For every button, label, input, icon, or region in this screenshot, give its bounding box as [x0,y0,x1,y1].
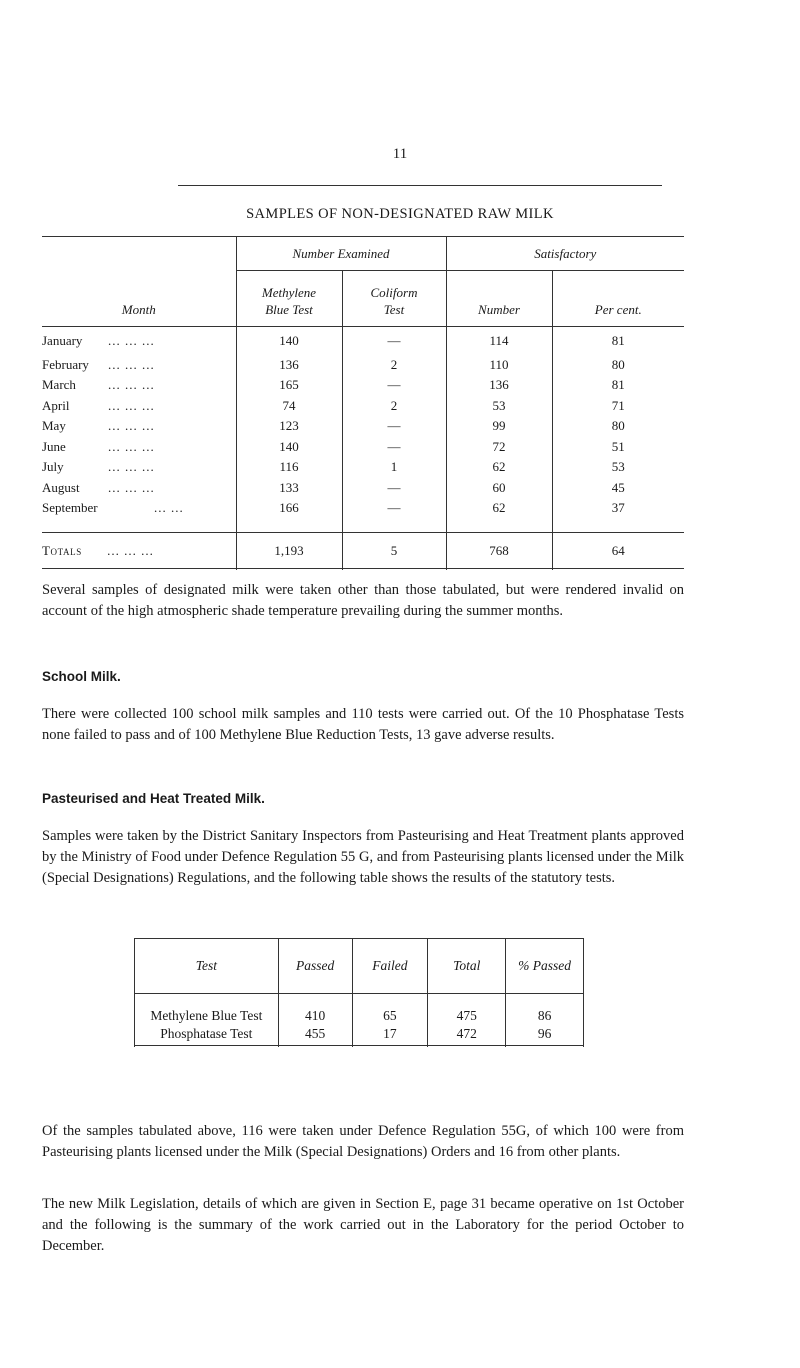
pct-cell: 96 [506,1024,584,1046]
month-label: June [42,438,66,454]
pct-cell: 86 [506,994,584,1024]
table-row [42,437,684,458]
methylene-header [236,271,342,327]
methylene-cell: 136 [236,355,342,376]
leader-dots: ... ... ... [108,459,155,475]
legislation-paragraph: The new Milk Legislation, details of which are given in Section E, page 31 became operative on 1st October and the following is the summary of the work carried out in the Laboratory for the period October to December. [42,1196,684,1254]
test-cell: Methylene Blue Test [135,994,279,1024]
methylene-cell: 165 [236,375,342,396]
failed-cell: 17 [352,1024,428,1046]
number-cell: 53 [446,396,552,417]
number-cell: 136 [446,375,552,396]
raw-milk-table [42,236,684,570]
table-row [42,416,684,437]
coliform-cell: — [342,416,446,437]
number-cell: 62 [446,498,552,519]
pasteurised-heading: Pasteurised and Heat Treated Milk. [42,791,265,806]
coliform-cell: — [342,375,446,396]
percent-cell: 45 [552,478,684,499]
statutory-tests-table [134,938,584,1047]
school-milk-paragraph: There were collected 100 school milk samples and 110 tests were carried out. Of the 10 Phosphatase Tests none failed to pass and of 100 Methylene Blue Reduction Tests, 13 gave adverse results. [42,706,684,743]
table-row [42,396,684,417]
month-label: September [42,500,98,516]
designated-milk-paragraph: Several samples of designated milk were taken other than those tabulated, but were rendered invalid on account of the high atmospheric shade temperature prevailing during the summer months. [42,582,684,619]
leader-dots: ... ... ... [108,397,155,413]
total-header: Total [428,939,506,994]
methylene-cell: 74 [236,396,342,417]
month-label: February [42,356,89,372]
totals-coliform: 5 [342,533,446,569]
number-cell: 62 [446,457,552,478]
table-row [42,327,684,355]
methylene-header-line2: Blue Test [265,302,313,317]
month-label: March [42,377,76,393]
month-cell [42,498,236,519]
percent-cell: 81 [552,327,684,355]
month-label: April [42,397,70,413]
totals-label-cell [42,533,236,569]
percent-cell: 71 [552,396,684,417]
month-cell [42,437,236,458]
table-row [42,498,684,519]
percent-cell: 81 [552,375,684,396]
leader-dots: ... ... ... [108,356,155,372]
number-cell: 110 [446,355,552,376]
leader-dots: ... ... ... [108,418,155,434]
month-cell [42,457,236,478]
coliform-cell: 2 [342,396,446,417]
page-number: 11 [392,146,408,162]
coliform-header-line1: Coliform [370,285,418,300]
totals-label: Totals [42,542,82,558]
leader-dots: ... ... ... [108,332,155,348]
table-row [42,355,684,376]
number-cell: 60 [446,478,552,499]
month-label: July [42,459,64,475]
pasteurised-paragraph: Samples were taken by the District Sanitary Inspectors from Pasteurising and Heat Treatment plants approved by the Ministry of Food under Defence Regulation 55 G, and from Pasteurising plants licensed under the Milk (Special Designations) Regulations, and the following table shows the results of the statutory tests. [42,828,684,886]
coliform-header [342,271,446,327]
table-row [42,375,684,396]
month-cell [42,478,236,499]
total-cell: 475 [428,994,506,1024]
coliform-cell: — [342,437,446,458]
table-row [42,457,684,478]
number-examined-header: Number Examined [236,237,446,271]
header-rule [178,185,662,186]
month-cell [42,416,236,437]
number-cell: 114 [446,327,552,355]
percent-cell: 37 [552,498,684,519]
test-header: Test [135,939,279,994]
leader-dots: ... ... [154,500,184,516]
month-cell [42,375,236,396]
test-cell: Phosphatase Test [135,1024,279,1046]
school-milk-heading: School Milk. [42,669,121,684]
total-cell: 472 [428,1024,506,1046]
month-cell [42,327,236,355]
methylene-cell: 133 [236,478,342,499]
month-cell [42,396,236,417]
number-header: Number [446,271,552,327]
passed-cell: 410 [278,994,352,1024]
methylene-cell: 140 [236,327,342,355]
coliform-cell: — [342,478,446,499]
coliform-cell: — [342,498,446,519]
totals-leader-dots: ... ... ... [107,542,154,558]
methylene-cell: 123 [236,416,342,437]
number-cell: 72 [446,437,552,458]
month-label: January [42,332,83,348]
table-row [42,478,684,499]
table-row [135,994,584,1024]
passed-cell: 455 [278,1024,352,1046]
table-row [135,1024,584,1046]
totals-percent: 64 [552,533,684,569]
month-header-top [42,237,236,271]
percent-cell: 80 [552,355,684,376]
raw-milk-table-title: SAMPLES OF NON-DESIGNATED RAW MILK [246,206,554,222]
defence-regulation-paragraph: Of the samples tabulated above, 116 were taken under Defence Regulation 55G, of which 100 were from Pasteurising plants licensed under the Milk (Special Designations) Orders and 16 from other plants. [42,1123,684,1160]
leader-dots: ... ... ... [108,479,155,495]
failed-header: Failed [352,939,428,994]
percent-cell: 51 [552,437,684,458]
satisfactory-header: Satisfactory [446,237,684,271]
totals-methylene: 1,193 [236,533,342,569]
coliform-cell: — [342,327,446,355]
percent-cell: 53 [552,457,684,478]
passed-header: Passed [278,939,352,994]
month-label: May [42,418,66,434]
month-header: Month [121,302,156,317]
month-cell [42,355,236,376]
totals-number: 768 [446,533,552,569]
failed-cell: 65 [352,994,428,1024]
number-cell: 99 [446,416,552,437]
coliform-header-line2: Test [383,302,405,317]
methylene-cell: 140 [236,437,342,458]
methylene-cell: 166 [236,498,342,519]
methylene-header-line1: Methylene [261,285,317,300]
methylene-cell: 116 [236,457,342,478]
month-label: August [42,479,80,495]
coliform-cell: 1 [342,457,446,478]
percent-cell: 80 [552,416,684,437]
leader-dots: ... ... ... [108,377,155,393]
per-cent-header: Per cent. [552,271,684,327]
leader-dots: ... ... ... [108,438,155,454]
coliform-cell: 2 [342,355,446,376]
pct-passed-header: % Passed [506,939,584,994]
